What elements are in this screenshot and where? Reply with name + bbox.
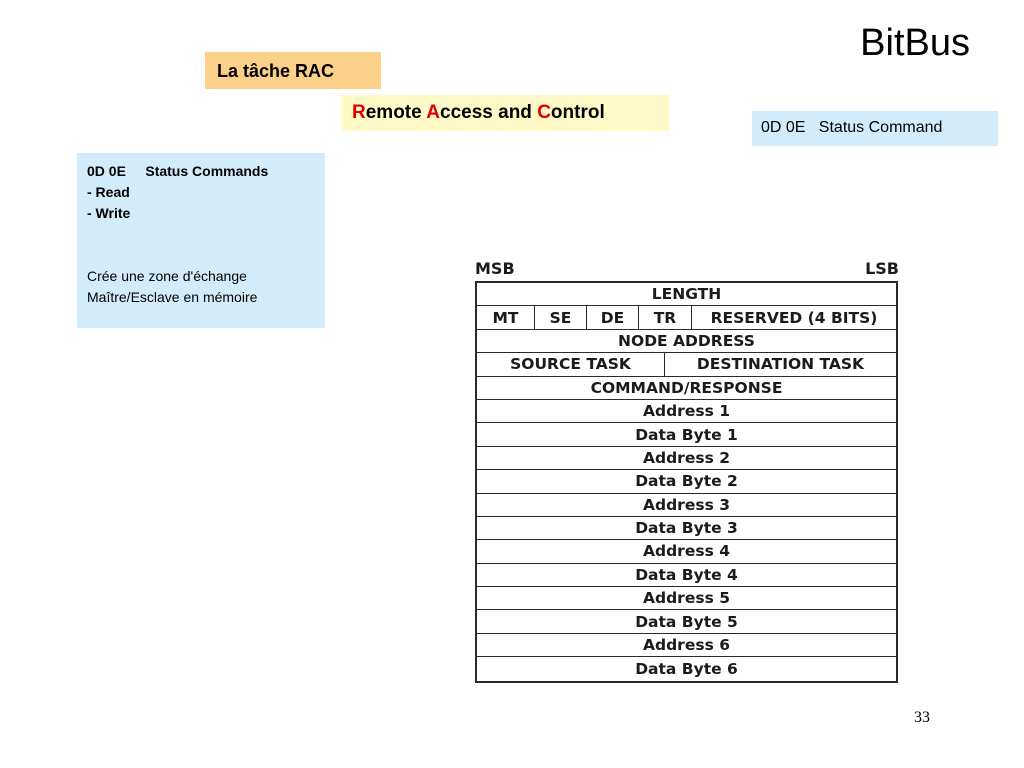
note-description-1: Crée une zone d'échange	[87, 268, 247, 284]
frame-row-command	[477, 377, 896, 400]
address-3-field: Address 3	[643, 495, 730, 514]
note-description-2: Maître/Esclave en mémoire	[87, 289, 258, 305]
source-task-field: SOURCE TASK	[477, 353, 665, 375]
data-byte-3-field: Data Byte 3	[635, 519, 738, 538]
rac-task-tag: La tâche RAC	[205, 52, 381, 89]
frame-row-data	[477, 634, 896, 657]
command-response-field: COMMAND/RESPONSE	[590, 378, 783, 397]
rac-letter-r: R	[352, 102, 366, 123]
rac-letter-c: C	[537, 102, 551, 123]
de-field: DE	[587, 306, 639, 328]
data-byte-1-field: Data Byte 1	[635, 425, 738, 444]
rac-word-ontrol: ontrol	[550, 102, 605, 123]
data-byte-4-field: Data Byte 4	[635, 565, 738, 584]
msb-label: MSB	[475, 259, 515, 278]
frame-row-length	[477, 283, 896, 306]
address-4-field: Address 4	[643, 542, 730, 561]
rac-word-emote: emote	[365, 102, 427, 123]
frame-row-tasks	[477, 353, 896, 376]
data-byte-2-field: Data Byte 2	[635, 472, 738, 491]
page-number: 33	[914, 709, 930, 726]
frame-row-data	[477, 400, 896, 423]
frame-row-data	[477, 494, 896, 517]
node-address-field: NODE ADDRESS	[618, 331, 755, 350]
note-write: - Write	[87, 205, 131, 221]
frame-row-data	[477, 657, 896, 680]
address-2-field: Address 2	[643, 448, 730, 467]
data-byte-5-field: Data Byte 5	[635, 612, 738, 631]
frame-row-data	[477, 447, 896, 470]
destination-task-field: DESTINATION TASK	[696, 355, 865, 374]
frame-row-data	[477, 564, 896, 587]
length-field: LENGTH	[651, 285, 722, 304]
status-command-box: 0D 0E Status Command	[752, 111, 998, 146]
address-1-field: Address 1	[643, 402, 730, 421]
frame-row-data	[477, 517, 896, 540]
frame-row-data	[477, 470, 896, 493]
tr-field: TR	[639, 306, 692, 328]
frame-row-data	[477, 610, 896, 633]
status-commands-note	[77, 153, 325, 328]
mt-field: MT	[477, 306, 535, 328]
frame-row-flags	[477, 306, 896, 329]
bitbus-frame-diagram	[474, 259, 900, 681]
frame-row-data	[477, 587, 896, 610]
se-field: SE	[535, 306, 587, 328]
note-read: - Read	[87, 184, 130, 200]
frame-row-node-address	[477, 330, 896, 353]
rac-acronym-box	[341, 95, 669, 131]
rac-word-ccess: ccess and	[440, 102, 538, 123]
slide-title: BitBus	[860, 22, 970, 64]
frame-row-data	[477, 423, 896, 446]
note-title: 0D 0E Status Commands	[87, 163, 269, 179]
address-6-field: Address 6	[643, 636, 730, 655]
frame-row-data	[477, 540, 896, 563]
lsb-label: LSB	[865, 259, 899, 278]
data-byte-6-field: Data Byte 6	[635, 659, 738, 678]
rac-letter-a: A	[426, 102, 441, 123]
frame-table	[475, 281, 898, 683]
reserved-field: RESERVED (4 BITS)	[710, 308, 878, 327]
address-5-field: Address 5	[643, 589, 730, 608]
